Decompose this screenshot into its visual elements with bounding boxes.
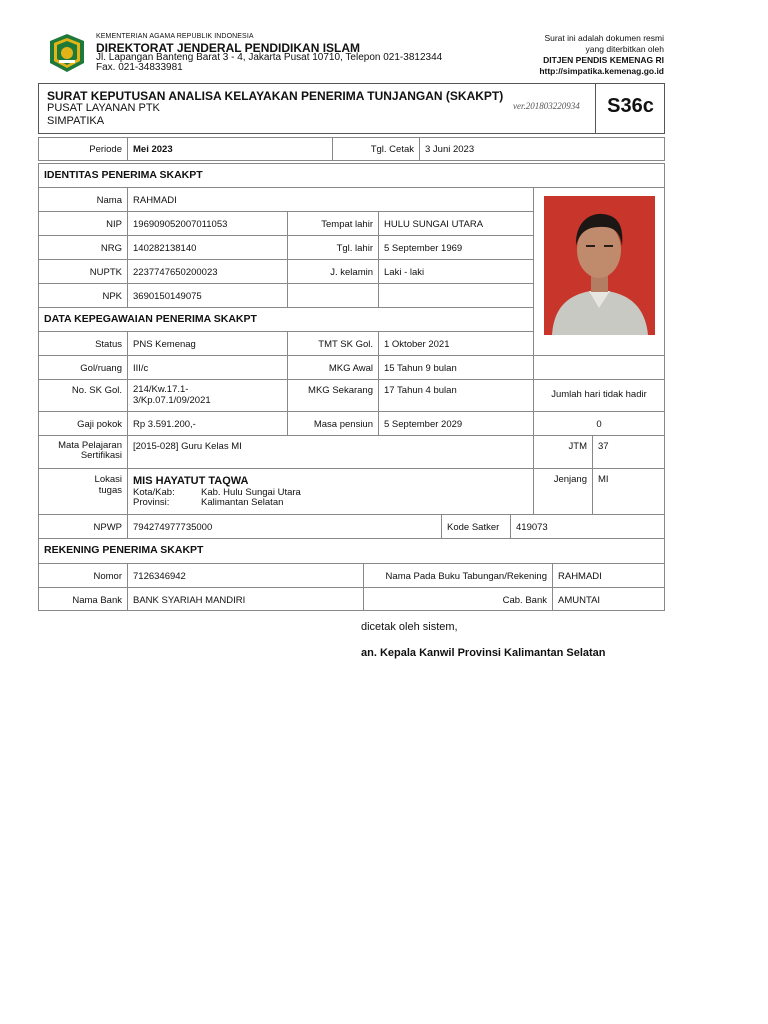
masa-pensiun-label: Masa pensiun	[287, 411, 379, 436]
kemenag-logo	[47, 33, 87, 73]
no-sk-value	[127, 379, 288, 412]
tgl-cetak-value: 3 Juni 2023	[419, 137, 665, 161]
kode-satker-label: Kode Satker	[441, 514, 511, 539]
mkg-awal-value: 15 Tahun 9 bulan	[378, 355, 534, 380]
kota-row	[133, 488, 528, 498]
gaji-pokok-label: Gaji pokok	[38, 411, 128, 436]
nama-bank-label: Nama Bank	[38, 587, 128, 611]
jumlah-hari-label: Jumlah hari tidak hadir	[533, 379, 665, 412]
periode-label: Periode	[38, 137, 128, 161]
jenis-kelamin-label: J. kelamin	[287, 259, 379, 284]
tempat-lahir-label: Tempat lahir	[287, 211, 379, 236]
nomor-rekening-label: Nomor	[38, 563, 128, 588]
mkg-sekarang-value: 17 Tahun 4 bulan	[378, 379, 534, 412]
golongan-value: III/c	[127, 355, 288, 380]
tempat-lahir-value: HULU SUNGAI UTARA	[378, 211, 534, 236]
nuptk-value: 2237747650200023	[127, 259, 288, 284]
fax: Fax. 021-34833981	[96, 62, 183, 73]
nip-value: 196909052007011053	[127, 211, 288, 236]
jtm-label: JTM	[533, 435, 593, 469]
provinsi-row	[133, 498, 528, 508]
cabang-bank-value: AMUNTAI	[552, 587, 665, 611]
tmt-sk-label: TMT SK Gol.	[287, 331, 379, 356]
nama-buku-label: Nama Pada Buku Tabungan/Rekening	[363, 563, 553, 588]
nama-bank-value: BANK SYARIAH MANDIRI	[127, 587, 364, 611]
note-line-3: DITJEN PENDIS KEMENAG RI	[543, 55, 664, 65]
document-subtitle-2: SIMPATIKA	[47, 115, 105, 127]
printed-by-system: dicetak oleh sistem,	[361, 621, 458, 633]
version: ver.201803220934	[513, 101, 580, 111]
cabang-bank-label: Cab. Bank	[363, 587, 553, 611]
no-sk-line-2: 3/Kp.07.1/09/2021	[133, 395, 211, 406]
nama-label: Nama	[38, 187, 128, 212]
lokasi-label	[38, 468, 128, 515]
nama-buku-value: RAHMADI	[552, 563, 665, 588]
nip-label: NIP	[38, 211, 128, 236]
directorate-name: DIREKTORAT JENDERAL PENDIDIKAN ISLAM	[96, 41, 361, 55]
jenjang-value: MI	[592, 468, 665, 515]
npwp-label: NPWP	[38, 514, 128, 539]
mkg-sekarang-label: MKG Sekarang	[287, 379, 379, 412]
npwp-value: 794274977735000	[127, 514, 442, 539]
profile-photo	[544, 196, 655, 335]
jenis-kelamin-value: Laki - laki	[378, 259, 534, 284]
kota-value: Kab. Hulu Sungai Utara	[201, 487, 301, 498]
kota-label: Kota/Kab:	[133, 487, 175, 498]
lokasi-label-line-1: Lokasi	[94, 474, 122, 485]
ministry-name: KEMENTERIAN AGAMA REPUBLIK INDONESIA	[96, 33, 254, 40]
nrg-value: 140282138140	[127, 235, 288, 260]
code-box	[595, 83, 665, 134]
gaji-pokok-value: Rp 3.591.200,-	[127, 411, 288, 436]
kode-satker-value: 419073	[510, 514, 665, 539]
photo-frame	[533, 187, 665, 356]
mapel-label	[38, 435, 128, 469]
no-sk-line-1: 214/Kw.17.1-	[133, 384, 189, 395]
kemenag-emblem-icon	[47, 33, 87, 73]
masa-pensiun-value: 5 September 2029	[378, 411, 534, 436]
address: Jl. Lapangan Banteng Barat 3 - 4, Jakarta Pusat 10710, Telepon 021-3812344	[96, 52, 443, 63]
document-subtitle-1: PUSAT LAYANAN PTK	[47, 102, 160, 114]
note-line-1: Surat ini adalah dokumen resmi	[544, 33, 664, 43]
nuptk-label: NUPTK	[38, 259, 128, 284]
document-title: SURAT KEPUTUSAN ANALISA KELAYAKAN PENERIMA TUNJANGAN (SKAKPT)	[47, 89, 504, 103]
npk-label: NPK	[38, 283, 128, 308]
section-identitas: IDENTITAS PENERIMA SKAKPT	[38, 163, 665, 188]
section-kepegawaian: DATA KEPEGAWAIAN PENERIMA SKAKPT	[38, 307, 534, 332]
nrg-label: NRG	[38, 235, 128, 260]
empty-cell	[378, 283, 534, 308]
mapel-label-line-1: Mata Pelajaran	[58, 440, 122, 451]
tmt-sk-value: 1 Oktober 2021	[378, 331, 534, 356]
section-rekening: REKENING PENERIMA SKAKPT	[38, 538, 665, 564]
note-url: http://simpatika.kemenag.go.id	[539, 66, 664, 76]
no-sk-label: No. SK Gol.	[38, 379, 128, 412]
tgl-lahir-value: 5 September 1969	[378, 235, 534, 260]
jenjang-label: Jenjang	[533, 468, 593, 515]
signatory: an. Kepala Kanwil Provinsi Kalimantan Selatan	[361, 647, 606, 659]
jtm-value: 37	[592, 435, 665, 469]
provinsi-label: Provinsi:	[133, 497, 170, 508]
tgl-cetak-label: Tgl. Cetak	[332, 137, 420, 161]
provinsi-value: Kalimantan Selatan	[201, 497, 284, 508]
tgl-lahir-label: Tgl. lahir	[287, 235, 379, 260]
npk-value: 3690150149075	[127, 283, 288, 308]
title-box	[38, 83, 665, 134]
golongan-label: Gol/ruang	[38, 355, 128, 380]
mkg-awal-label: MKG Awal	[287, 355, 379, 380]
lokasi-label-line-2: tugas	[98, 485, 122, 496]
header-right-note	[464, 33, 664, 77]
mapel-label-line-2: Sertifikasi	[80, 450, 122, 461]
nama-value: RAHMADI	[127, 187, 534, 212]
empty-cell	[533, 355, 665, 380]
person-photo-icon	[544, 196, 655, 335]
mapel-value: [2015-028] Guru Kelas MI	[127, 435, 534, 469]
school-name: MIS HAYATUT TAQWA	[133, 475, 249, 487]
note-line-2: yang diterbitkan oleh	[585, 44, 664, 54]
periode-value: Mei 2023	[127, 137, 333, 161]
document-code: S36c	[607, 95, 654, 117]
empty-cell	[287, 283, 379, 308]
nomor-rekening-value: 7126346942	[127, 563, 364, 588]
status-label: Status	[38, 331, 128, 356]
lokasi-value	[127, 468, 534, 515]
jumlah-hari-value: 0	[533, 411, 665, 436]
status-value: PNS Kemenag	[127, 331, 288, 356]
